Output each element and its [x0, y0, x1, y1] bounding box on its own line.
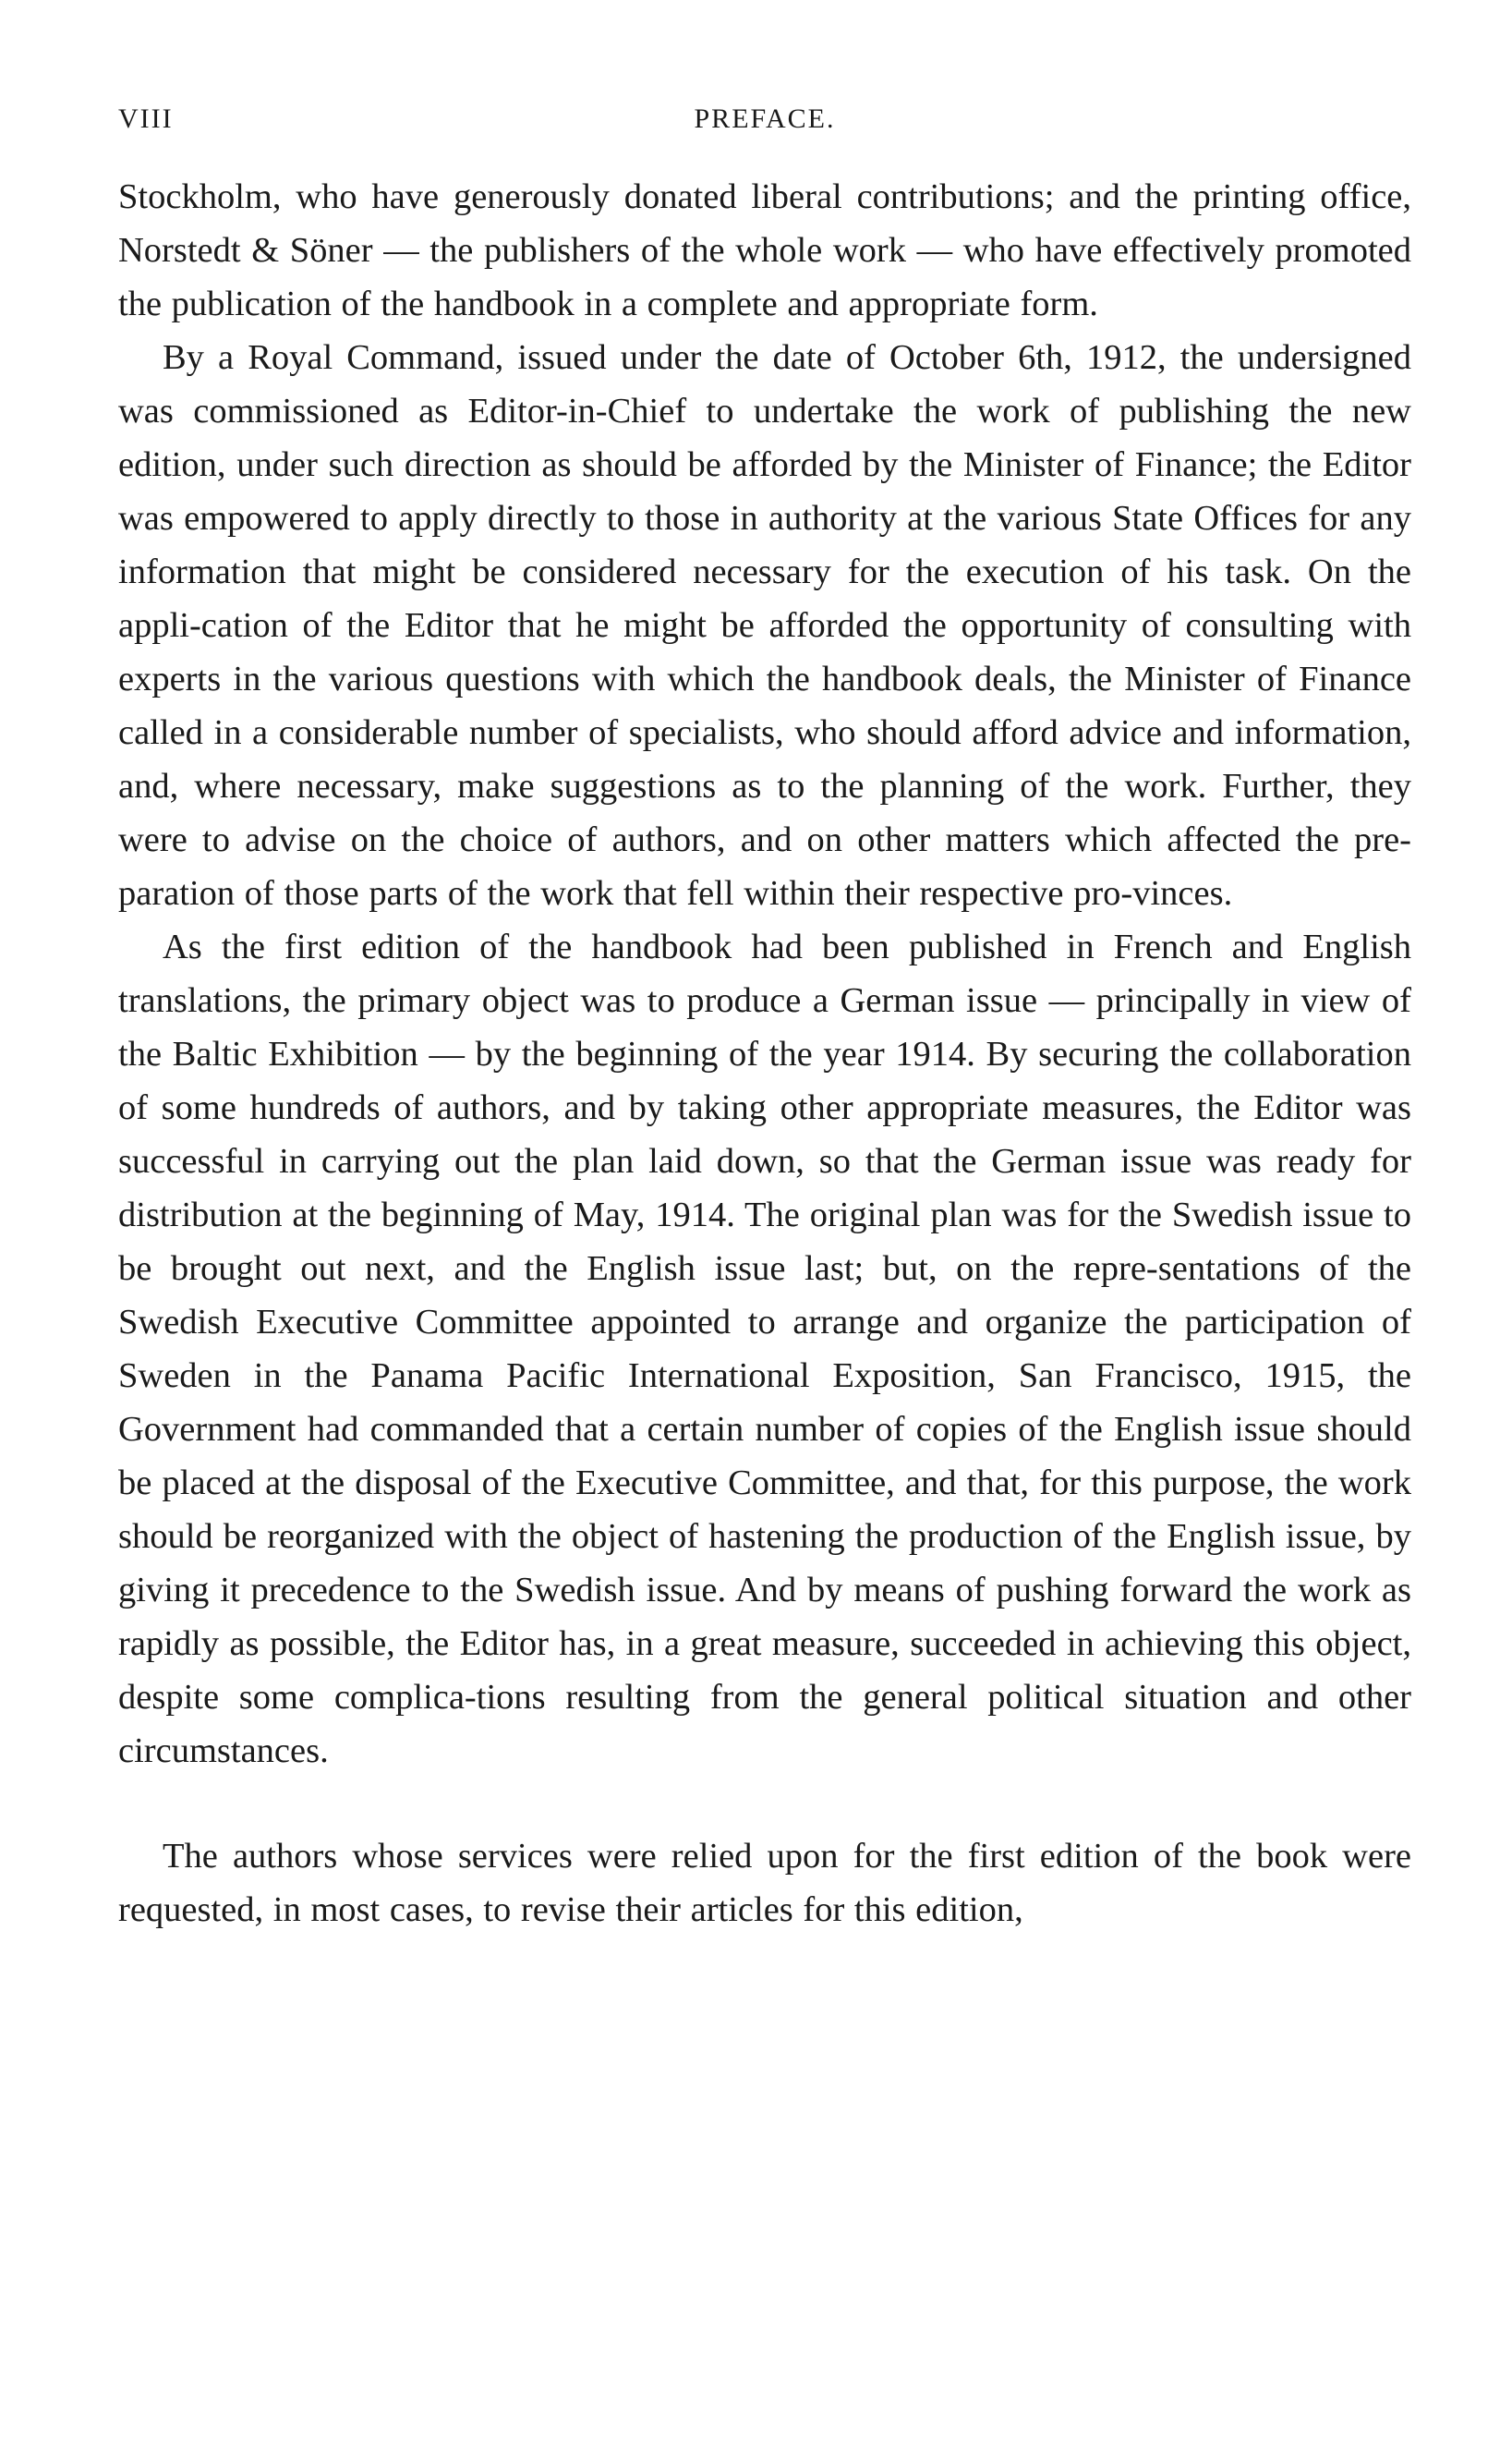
page-number: VIII — [118, 103, 174, 134]
paragraph-4: The authors whose services were relied upon for the first edition of the book were requested, in most cases, to revise their articles for this edition, — [118, 1837, 1411, 1929]
body-text — [118, 170, 1411, 1937]
paragraph-2: By a Royal Command, issued under the date of October 6th, 1912, the undersigned was commissioned as Editor-in-Chief to undertake the work of publishing the new edition, under such direction as should be afforded by the Minister of Finance; the Editor was empowered to apply directly to those in authority at the various State Offices for any information that might be considered necessary for the execution of his task. On the appli-cation of the Editor that he might be afforded the opportunity of consulting with experts in the various questions with which the handbook deals, the Minister of Finance called in a considerable number of specialists, who should afford advice and information, and, where necessary, make suggestions as to the planning of the work. Further, they were to advise on the choice of authors, and on other matters which affected the pre-paration of those parts of the work that fell within their respective pro-vinces. — [118, 338, 1411, 913]
paragraph-3: As the first edition of the handbook had been published in French and English translations, the primary object was to produce a German issue — principally in view of the Baltic Exhibition — by the beginning of the year 1914. By securing the collaboration of some hundreds of authors, and by taking other appropriate measures, the Editor was successful in carrying out the plan laid down, so that the German issue was ready for distribution at the beginning of May, 1914. The original plan was for the Swedish issue to be brought out next, and the English issue last; but, on the repre-sentations of the Swedish Executive Committee appointed to arrange and organize the participation of Sweden in the Panama Pacific International Exposition, San Francisco, 1915, the Government had commanded that a certain number of copies of the English issue should be placed at the disposal of the Executive Committee, and that, for this purpose, the work should be reorganized with the object of hastening the production of the English issue, by giving it precedence to the Swedish issue. And by means of pushing forward the work as rapidly as possible, the Editor has, in a great measure, succeeded in achieving this object, despite some complica-tions resulting from the general political situation and other circumstances. — [118, 928, 1411, 1770]
paragraph-1: Stockholm, who have generously donated liberal contributions; and the printing office, Norstedt & Söner — the publishers of the whole work — who have effectively promoted the publication of the handbook in a complete and appropriate form. — [118, 177, 1411, 323]
running-title: PREFACE. — [694, 103, 836, 134]
book-page — [118, 92, 1411, 2384]
page-header — [118, 92, 1411, 148]
